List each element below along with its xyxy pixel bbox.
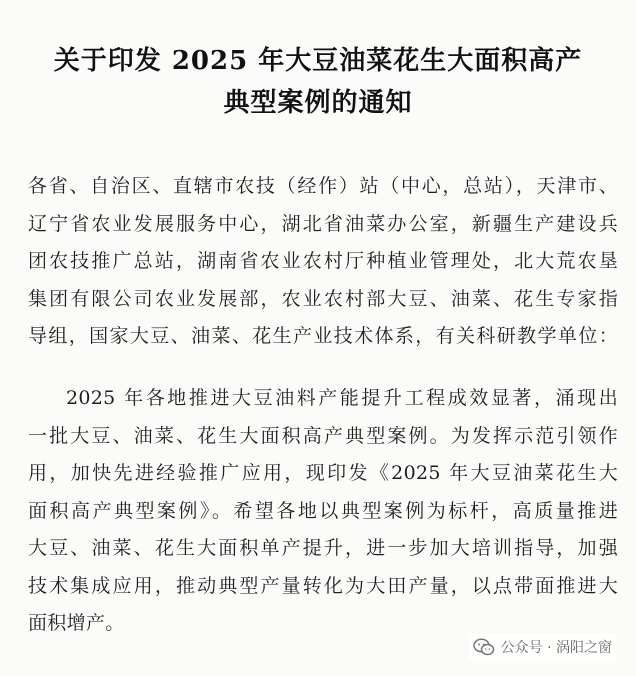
paragraph-line: 用，加快先进经验推广应用，现印发《2025 年大豆油菜花生大 <box>28 462 618 484</box>
paragraph-line: 2025 年各地推进大豆油料产能提升工程成效显著，涌现出 <box>66 387 618 409</box>
addressee-line: 导组，国家大豆、油菜、花生产业技术体系，有关科研教学单位： <box>28 325 618 347</box>
paragraph-line: 大豆、油菜、花生大面积单产提升，进一步加大培训指导，加强 <box>28 537 618 559</box>
document-title-line-2: 典型案例的通知 <box>223 88 413 118</box>
paragraph-line: 面积增产。 <box>28 612 125 634</box>
wechat-icon <box>473 638 495 656</box>
addressee-line: 团农技推广总站，湖南省农业农村厅种植业管理处，北大荒农垦 <box>28 250 618 272</box>
wechat-watermark <box>469 634 616 660</box>
body-paragraph <box>28 380 618 643</box>
watermark-text: 公众号 · 涡阳之窗 <box>500 640 612 656</box>
document-title-line-1: 关于印发 2025 年大豆油菜花生大面积高产 <box>53 46 583 76</box>
addressee-line: 各省、自治区、直辖市农技（经作）站（中心，总站），天津市、 <box>28 175 618 197</box>
paragraph-line: 技术集成应用，推动典型产量转化为大田产量，以点带面推进大 <box>28 574 618 597</box>
addressee-line: 集团有限公司农业发展部，农业农村部大豆、油菜、花生专家指 <box>28 287 618 310</box>
paragraph-line: 面积高产典型案例》。希望各地以典型案例为标杆，高质量推进 <box>28 499 618 522</box>
addressee-block <box>28 168 618 356</box>
paragraph-line: 一批大豆、油菜、花生大面积高产典型案例。为发挥示范引领作 <box>28 424 618 447</box>
addressee-line: 辽宁省农业发展服务中心，湖北省油菜办公室，新疆生产建设兵 <box>28 212 618 235</box>
